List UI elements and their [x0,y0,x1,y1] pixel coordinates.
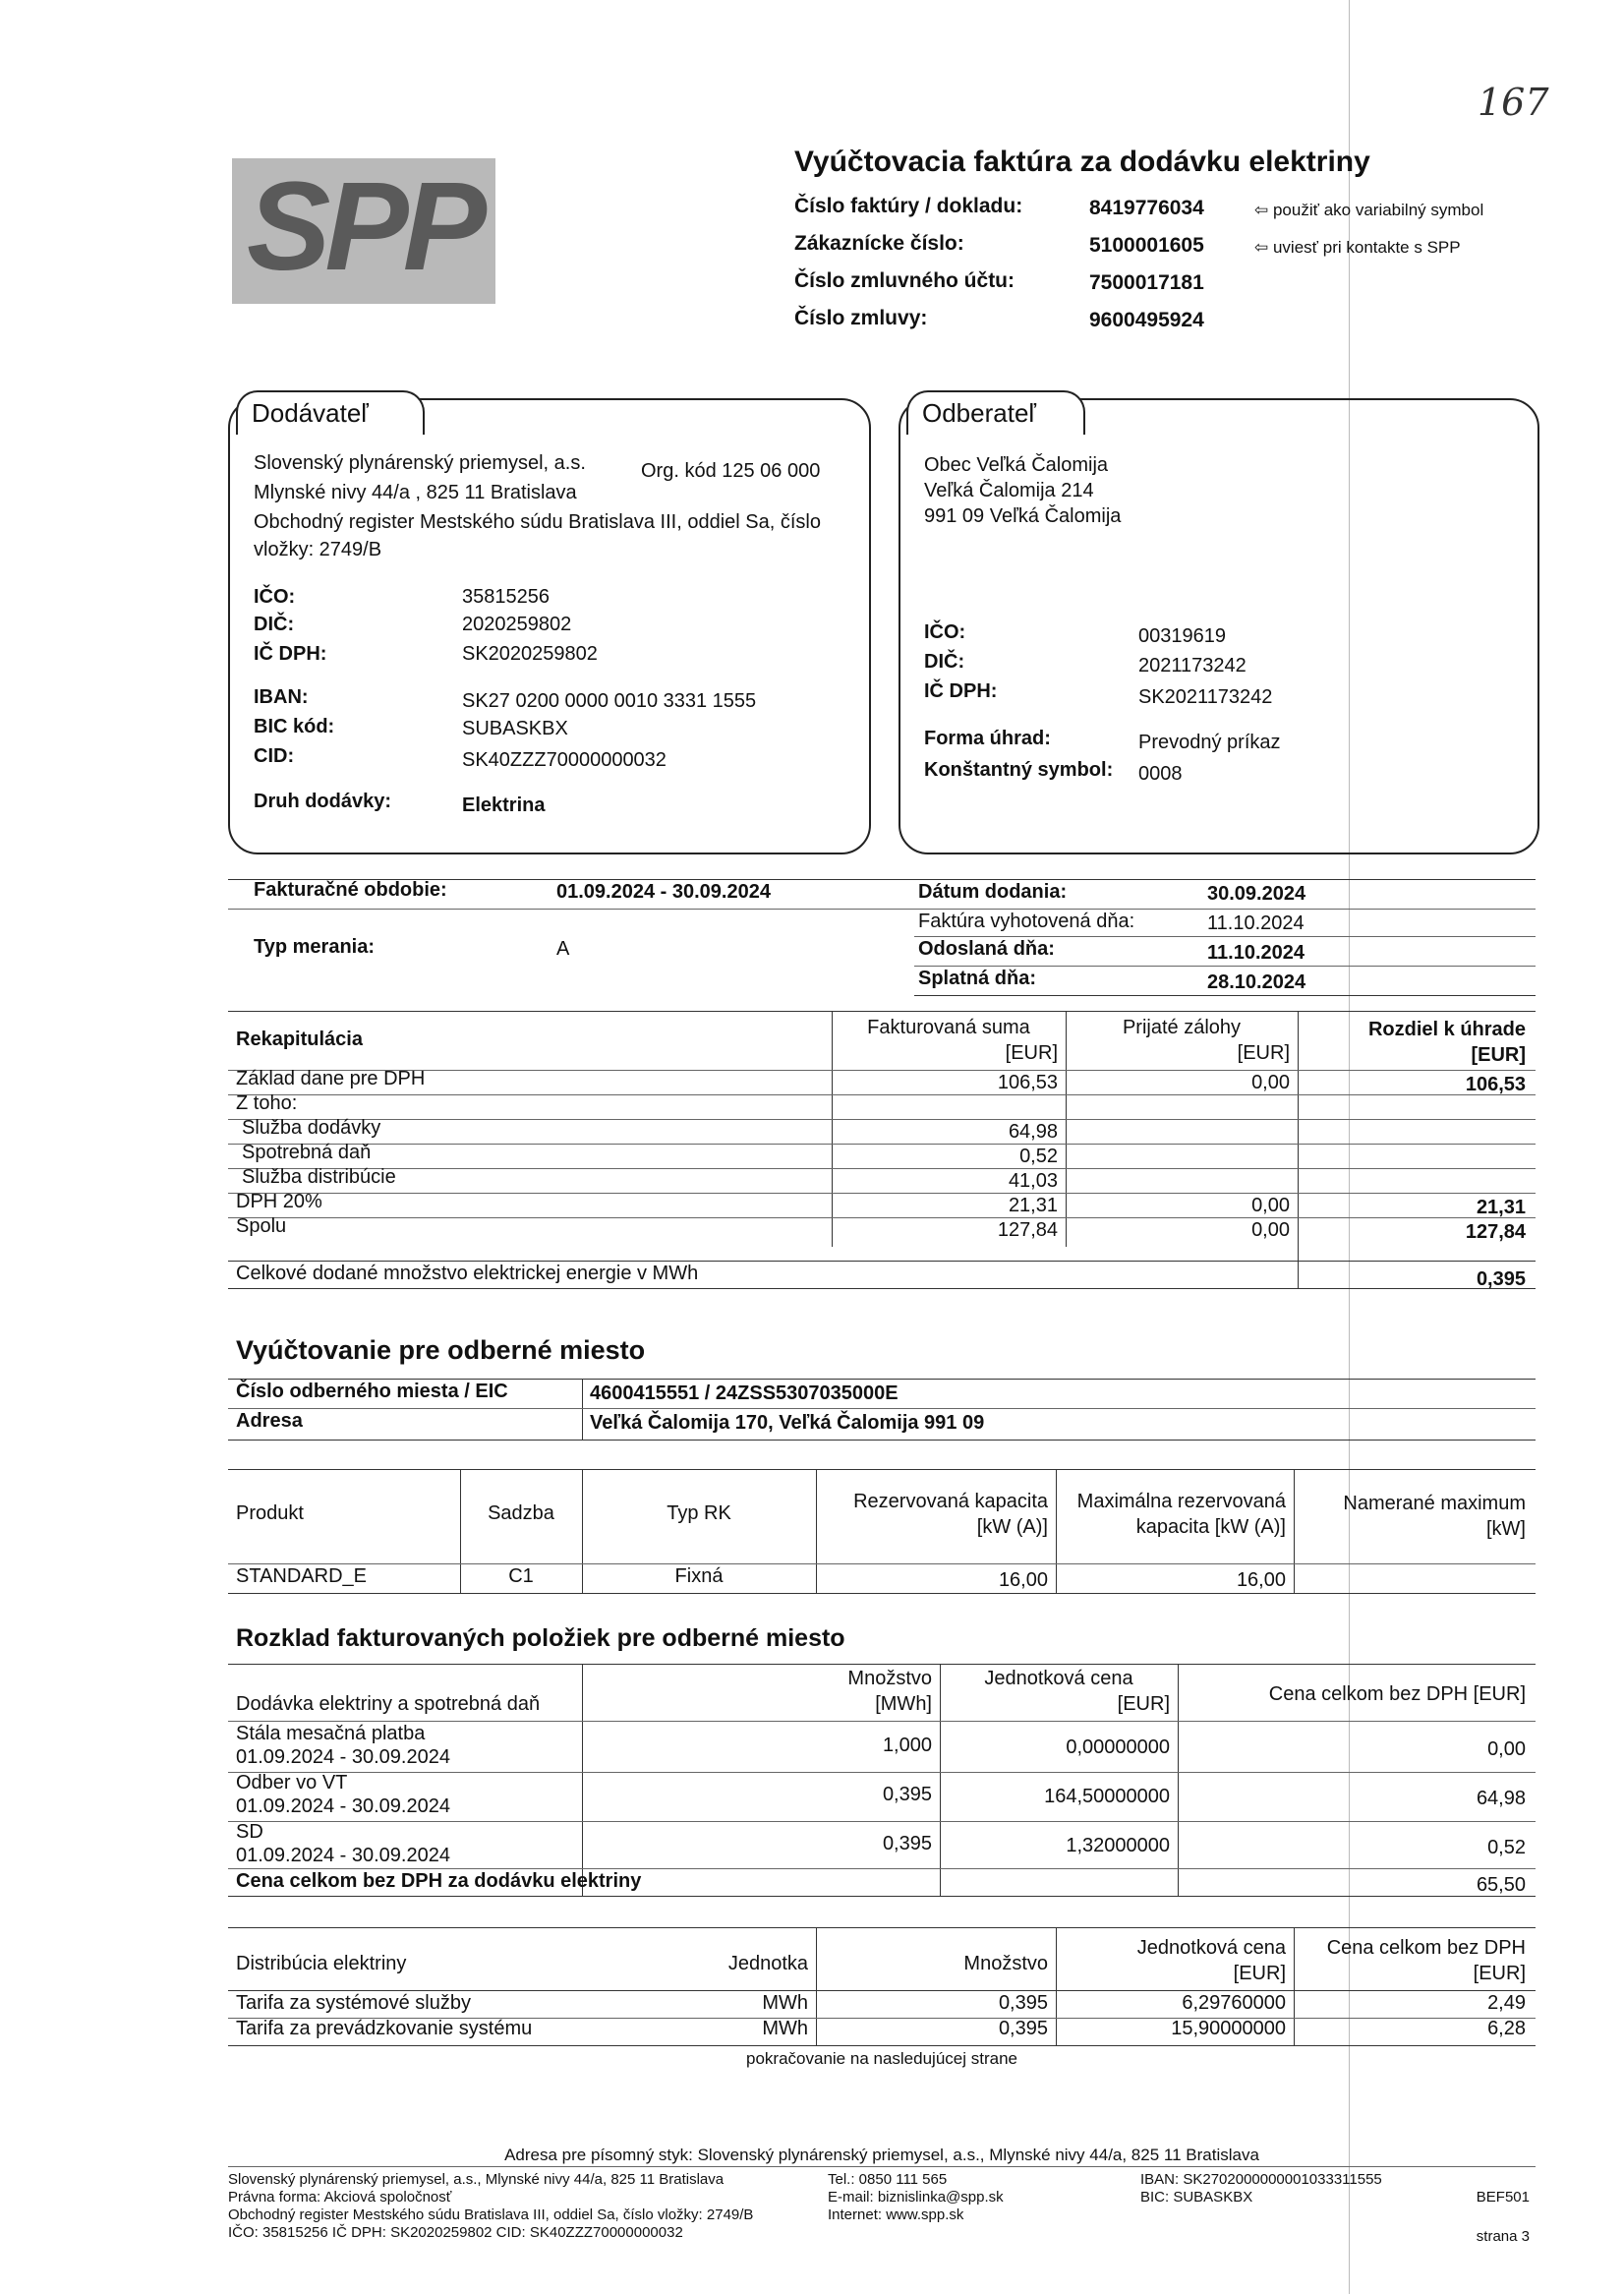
header-field-label: Zákaznícke číslo: [794,232,964,255]
customer-line-2: Veľká Čalomija 214 [924,480,1094,501]
footer-company-line: IČO: 35815256 IČ DPH: SK2020259802 CID: SK40ZZZ70000000032 [228,2224,683,2241]
customer-dic: 2021173242 [1138,655,1247,676]
supply-row-total: 0,52 [1487,1837,1526,1858]
supplier-register-2: vložky: 2749/B [254,539,382,560]
recap-row-fakturovana: 0,52 [1019,1146,1058,1167]
customer-icdph: SK2021173242 [1138,686,1273,708]
footer-bank-line: BIC: SUBASKBX [1140,2189,1253,2206]
supplier-org-code: Org. kód 125 06 000 [641,460,821,482]
footer-code: BEF501 [1476,2189,1530,2206]
footer-contact-line: Internet: www.spp.sk [828,2206,964,2223]
dist-row-name: Tarifa za prevádzkovanie systému [236,2018,533,2039]
product-top-rule [228,1469,1536,1470]
logo-text: SPP [246,156,482,297]
breakdown-title: Rozklad fakturovaných položiek pre odberné miesto [236,1624,845,1652]
supply-row-name: Odber vo VT [236,1772,348,1794]
recap-title: Rekapitulácia [236,1029,363,1050]
supply-col-total: Cena celkom bez DPH [EUR] [1268,1683,1526,1705]
dist-col-total-2: [EUR] [1473,1963,1526,1984]
supplier-druh-label: Druh dodávky: [254,791,392,812]
supplier-cid: SK40ZZZ70000000032 [462,749,667,771]
recap-row-rozdiel: 21,31 [1476,1197,1526,1218]
customer-heading: Odberateľ [906,390,1085,435]
customer-forma-label: Forma úhrad: [924,728,1051,749]
typ-merania-label: Typ merania: [254,936,375,958]
recap-row-zalohy: 0,00 [1251,1072,1290,1093]
recap-col2-line1: Prijaté zálohy [1122,1017,1242,1038]
recap-row-label: Spolu [236,1215,287,1237]
footer-company-line: Obchodný register Mestského súdu Bratislava III, oddiel Sa, číslo vložky: 2749/B [228,2206,754,2223]
product-row-rez: 16,00 [998,1569,1048,1591]
energy-value: 0,395 [1476,1268,1526,1290]
supply-row-total: 0,00 [1487,1738,1526,1760]
recap-top-rule [228,1011,1536,1012]
dist-col-price-1: Jednotková cena [1136,1937,1286,1959]
datum-dodania-value: 30.09.2024 [1207,883,1306,905]
customer-line-1: Obec Veľká Čalomija [924,454,1109,476]
supplier-register-1: Obchodný register Mestského súdu Bratislava III, oddiel Sa, číslo [254,511,821,533]
site-vline [582,1379,583,1440]
recap-row-label: DPH 20% [236,1191,322,1212]
spp-logo [232,158,495,304]
footer-contact-line: Tel.: 0850 111 565 [828,2171,948,2188]
supply-bottom-rule [228,1896,1536,1897]
energy-label: Celkové dodané množstvo elektrickej energie v MWh [236,1263,699,1284]
recap-row-rule [228,1094,1536,1095]
supplier-ico-label: IČO: [254,586,296,608]
customer-ico-label: IČO: [924,621,966,643]
footer-rule [228,2166,1536,2167]
customer-icdph-label: IČ DPH: [924,680,998,702]
odoslana-label: Odoslaná dňa: [918,938,1055,960]
footer-contact-line: E-mail: biznislinka@spp.sk [828,2189,1004,2206]
recap-row-label: Služba dodávky [242,1117,381,1139]
period-rule-3 [914,936,1536,937]
product-col-rez-1: Rezervovaná kapacita [853,1491,1048,1512]
supplier-dic-label: DIČ: [254,614,295,635]
recap-row-fakturovana: 127,84 [997,1219,1058,1241]
footer-company-line: Slovenský plynárenský priemysel, a.s., Mlynské nivy 44/a, 825 11 Bratislava [228,2171,725,2188]
supplier-icdph: SK2020259802 [462,643,598,665]
period-rule-4 [914,966,1536,967]
header-field-label: Číslo zmluvy: [794,307,928,329]
product-row-max: 16,00 [1236,1569,1286,1591]
recap-row-label: Spotrebná daň [242,1142,372,1163]
dist-col-unit: Jednotka [727,1953,808,1974]
supply-row-qty: 0,395 [882,1784,932,1805]
recap-row-rozdiel: 106,53 [1465,1074,1526,1095]
period-rule-5 [914,995,1536,996]
supply-row-unit-price: 1,32000000 [1066,1835,1170,1856]
period-value: 01.09.2024 - 30.09.2024 [556,881,771,903]
dist-row-unit: MWh [762,2018,808,2039]
supply-row-total: 64,98 [1476,1788,1526,1809]
supply-row-unit-price: 0,00000000 [1066,1736,1170,1758]
dist-bottom-rule [228,2045,1536,2046]
product-col-nam-1: Namerané maximum [1343,1493,1526,1514]
supply-row-unit-price: 164,50000000 [1044,1786,1170,1807]
recap-col2-line2: [EUR] [1237,1042,1290,1064]
typ-merania-value: A [556,938,570,960]
dist-col-price-2: [EUR] [1233,1963,1286,1984]
header-field-value: 9600495924 [1089,309,1204,331]
vyhotovena-value: 11.10.2024 [1207,912,1305,934]
dist-col-qty: Množstvo [963,1953,1048,1974]
dist-header-rule [228,1990,1536,1991]
product-col-typrk: Typ RK [667,1502,731,1524]
product-bottom-rule [228,1593,1536,1594]
customer-ks-label: Konštantný symbol: [924,759,1114,781]
supply-header-rule [228,1721,1536,1722]
datum-dodania-label: Dátum dodania: [918,881,1068,903]
period-label: Fakturačné obdobie: [254,879,447,901]
recap-row-rule [228,1144,1536,1145]
recap-col3-line2: [EUR] [1471,1044,1526,1066]
site-address-value: Veľká Čalomija 170, Veľká Čalomija 991 09 [590,1412,985,1434]
recap-row-label: Z toho: [236,1092,298,1114]
odoslana-value: 11.10.2024 [1207,942,1305,964]
supply-top-rule [228,1664,1536,1665]
recap-row-rozdiel: 127,84 [1465,1221,1526,1243]
footer-company-line: Právna forma: Akciová spoločnosť [228,2189,452,2206]
supplier-cid-label: CID: [254,745,295,767]
supplier-bic: SUBASKBX [462,718,568,739]
period-rule-2 [228,909,1536,910]
supplier-name: Slovenský plynárenský priemysel, a.s. [254,452,586,474]
recap-row-fakturovana: 21,31 [1008,1195,1058,1216]
site-title: Vyúčtovanie pre odberné miesto [236,1335,646,1365]
product-col-rez-2: [kW (A)] [976,1516,1048,1538]
product-header-rule [228,1563,1536,1564]
recap-row-label: Služba distribúcie [242,1166,396,1188]
recap-col1-line1: Fakturovaná suma [867,1017,1030,1038]
supply-row-qty: 0,395 [882,1833,932,1854]
header-field-value: 7500017181 [1089,271,1204,294]
header-field-value: 5100001605 [1089,234,1204,257]
handwritten-note: 167 [1478,81,1549,124]
supply-col-name: Dodávka elektriny a spotrebná daň [236,1693,541,1715]
product-col-max-1: Maximálna rezervovaná [1076,1491,1286,1512]
product-col-max-2: kapacita [kW (A)] [1135,1516,1286,1538]
dist-row-unit: MWh [762,1992,808,2014]
recap-col1-line2: [EUR] [1005,1042,1058,1064]
footer-address-line: Adresa pre písomný styk: Slovenský plynárenský priemysel, a.s., Mlynské nivy 44/a, 825 11 Bratislava [504,2146,1259,2164]
supplier-dic: 2020259802 [462,614,572,635]
header-field-label: Číslo zmluvného účtu: [794,269,1015,292]
supply-row-rule [228,1821,1536,1822]
dist-col-name: Distribúcia elektriny [236,1953,407,1974]
footer-bank-line: IBAN: SK2702000000001033311555 [1140,2171,1382,2188]
supplier-icdph-label: IČ DPH: [254,643,327,665]
supply-row-name: SD [236,1821,263,1843]
recap-row-rule [228,1168,1536,1169]
supply-row-period: 01.09.2024 - 30.09.2024 [236,1795,450,1817]
eic-label: Číslo odberného miesta / EIC [236,1381,508,1402]
header-field-label: Číslo faktúry / dokladu: [794,195,1023,217]
invoice-title: Vyúčtovacia faktúra za dodávku elektriny [794,146,1370,178]
header-field-note: ⇦ uviesť pri kontakte s SPP [1254,238,1461,257]
supply-row-period: 01.09.2024 - 30.09.2024 [236,1746,450,1768]
supply-row-name: Stála mesačná platba [236,1723,426,1744]
product-row-produkt: STANDARD_E [236,1565,367,1587]
recap-row-zalohy: 0,00 [1251,1195,1290,1216]
site-bottom-rule [228,1440,1536,1441]
energy-top-rule [228,1261,1536,1262]
supply-row-rule [228,1772,1536,1773]
dist-row-total: 6,28 [1487,2018,1526,2039]
recap-row-rule [228,1119,1536,1120]
customer-ico: 00319619 [1138,625,1226,647]
product-row-typrk: Fixná [674,1565,724,1587]
supplier-address: Mlynské nivy 44/a , 825 11 Bratislava [254,482,577,503]
dist-row-qty: 0,395 [998,2018,1048,2039]
customer-forma: Prevodný príkaz [1138,732,1281,753]
header-field-note: ⇦ použiť ako variabilný symbol [1254,201,1484,219]
recap-row-fakturovana: 106,53 [997,1072,1058,1093]
recap-row-rule [228,1217,1536,1218]
site-top-rule [228,1379,1536,1380]
dist-row-unit-price: 6,29760000 [1182,1992,1286,2014]
customer-dic-label: DIČ: [924,651,965,673]
supply-total-rule [228,1868,1536,1869]
dist-row-qty: 0,395 [998,1992,1048,2014]
vyhotovena-label: Faktúra vyhotovená dňa: [918,911,1135,932]
supply-col-unit-1: Jednotková cena [984,1668,1133,1689]
supply-col-qty-1: Množstvo [847,1668,932,1689]
supply-total-label: Cena celkom bez DPH za dodávku elektriny [236,1870,642,1892]
dist-col-total-1: Cena celkom bez DPH [1326,1937,1526,1959]
product-col-produkt: Produkt [236,1502,304,1524]
energy-bottom-rule [228,1288,1536,1289]
supplier-ico: 35815256 [462,586,550,608]
footer-page-number: strana 3 [1476,2228,1530,2245]
customer-ks: 0008 [1138,763,1183,785]
supplier-iban: SK27 0200 0000 0010 3331 1555 [462,690,757,712]
supplier-bic-label: BIC kód: [254,716,335,737]
dist-row-name: Tarifa za systémové služby [236,1992,471,2014]
site-mid-rule [228,1408,1536,1409]
product-col-nam-2: [kW] [1486,1518,1526,1540]
supplier-iban-label: IBAN: [254,686,309,708]
dist-row-total: 2,49 [1487,1992,1526,2014]
supply-row-qty: 1,000 [882,1735,932,1756]
recap-row-fakturovana: 64,98 [1008,1121,1058,1143]
header-field-value: 8419776034 [1089,197,1204,219]
supply-total-value: 65,50 [1476,1874,1526,1896]
recap-row-rule [228,1193,1536,1194]
dist-top-rule [228,1927,1536,1928]
supply-row-period: 01.09.2024 - 30.09.2024 [236,1845,450,1866]
supply-col-unit-2: [EUR] [1117,1693,1170,1715]
recap-row-fakturovana: 41,03 [1008,1170,1058,1192]
supply-col-qty-2: [MWh] [875,1693,932,1715]
dist-row-unit-price: 15,90000000 [1171,2018,1286,2039]
supplier-heading: Dodávateľ [236,390,425,435]
eic-value: 4600415551 / 24ZSS5307035000E [590,1382,899,1404]
product-row-sadzba: C1 [508,1565,534,1587]
customer-line-3: 991 09 Veľká Čalomija [924,505,1122,527]
continued-note: pokračovanie na nasledujúcej strane [746,2049,1017,2068]
recap-row-zalohy: 0,00 [1251,1219,1290,1241]
site-address-label: Adresa [236,1410,303,1432]
splatna-value: 28.10.2024 [1207,971,1306,993]
recap-row-label: Základ dane pre DPH [236,1068,426,1089]
product-col-sadzba: Sadzba [488,1502,554,1524]
splatna-label: Splatná dňa: [918,968,1037,989]
recap-col3-line1: Rozdiel k úhrade [1367,1019,1526,1040]
supplier-druh: Elektrina [462,794,546,816]
